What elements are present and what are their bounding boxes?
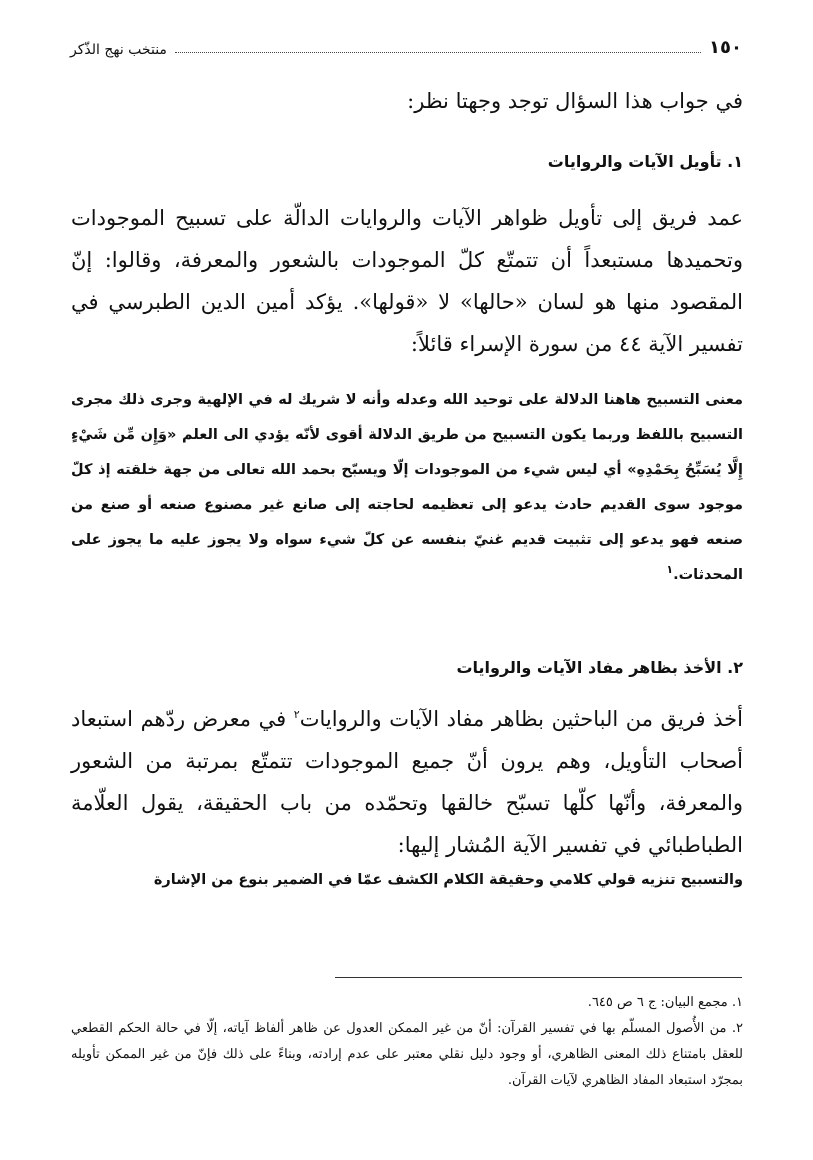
book-title: منتخب نهج الذّكر [70, 42, 167, 58]
header-dotted-rule [175, 52, 701, 53]
footnote-separator [335, 977, 742, 978]
section-1-quote [71, 383, 743, 593]
section-2-quote: والتسبيح تنزيه قولي كلامي وحقيقة الكلام الكشف عمّا في الضمير بنوع من الإشارة [153, 872, 743, 888]
footnote-ref-2[interactable]: ٢ [293, 708, 300, 721]
footnote-1: ١. مجمع البيان: ج ٦ ص ٦٤٥. [587, 995, 743, 1010]
intro-paragraph: في جواب هذا السؤال توجد وجهتا نظر: [407, 89, 743, 113]
footnote-ref-1[interactable]: ١ [666, 563, 674, 577]
footnote-2: ٢. من الأُصول المسلّم بها في تفسير القرآن: أنّ من غير الممكن العدول عن ظاهر ألفاظ آياته، إلّا في حالة الحكم القطعي للعقل بامتناع ذلك المعنى الظاهري، أو وجود دليل نقلي معتبر على عدم إرادته، وبناءً على ذلك فإنّ من غير الممكن تأويله بمجرّد استبعاد المفاد الظاهري لآيات القرآن. [71, 1021, 743, 1088]
page-number: ١٥٠ [709, 37, 742, 58]
section-2-paragraph-part1: أخذ فريق من الباحثين بظاهر مفاد الآيات والروايات [299, 707, 743, 731]
section-2-heading: ٢. الأخذ بظاهر مفاد الآيات والروايات [456, 658, 743, 677]
section-1-paragraph: عمد فريق إلى تأويل ظواهر الآيات والروايات الدالّة على تسبيح الموجودات وتحميدها مستبعداً أن تتمتّع كلّ الموجودات بالشعور والمعرفة، وقالوا: إنّ المقصود منها هو لسان «حالها» لا «قولها». يؤكد أمين الدين الطبرسي في تفسير الآية ٤٤ من سورة الإسراء قائلاً: [71, 206, 743, 356]
running-header [70, 36, 742, 58]
section-1-quote-text: معنى التسبيح هاهنا الدلالة على توحيد الله وعدله وأنه لا شريك له في الإلهية وجرى ذلك مجرى التسبيح باللفظ وربما يكون التسبيح من طريق الدلالة أقوى لأنّه يؤدي الى العلم «وَإِن مِّن شَيْءٍ إِلَّا يُسَبِّحُ بِحَمْدِهِ» أي ليس شيء من الموجودات إلّا ويسبّح بحمد الله تعالى من جهة خلقته إذ كلّ موجود سوى القديم حادث يدعو إلى تعظيمه لحاجته إلى صانع غير مصنوع صنعه أو صنع من صنعه فهو يدعو إلى تثبيت قديم غنيّ بنفسه عن كلّ شيء سواه ولا يجوز عليه ما يجوز على المحدثات. [71, 392, 743, 583]
footnotes [71, 990, 743, 1094]
section-2-paragraph-part2: في معرض ردّهم استبعاد أصحاب التأويل، وهم يرون أنّ جميع الموجودات تتمتّع بمرتبة من الشعور والمعرفة، وأنّها كلّها تسبّح خالقها وتحمّده من باب الحقيقة، يقول العلّامة الطباطبائي في تفسير الآية المُشار إليها: [71, 707, 743, 857]
section-1-heading: ١. تأويل الآيات والروايات [547, 152, 743, 171]
section-2-paragraph [71, 698, 743, 866]
